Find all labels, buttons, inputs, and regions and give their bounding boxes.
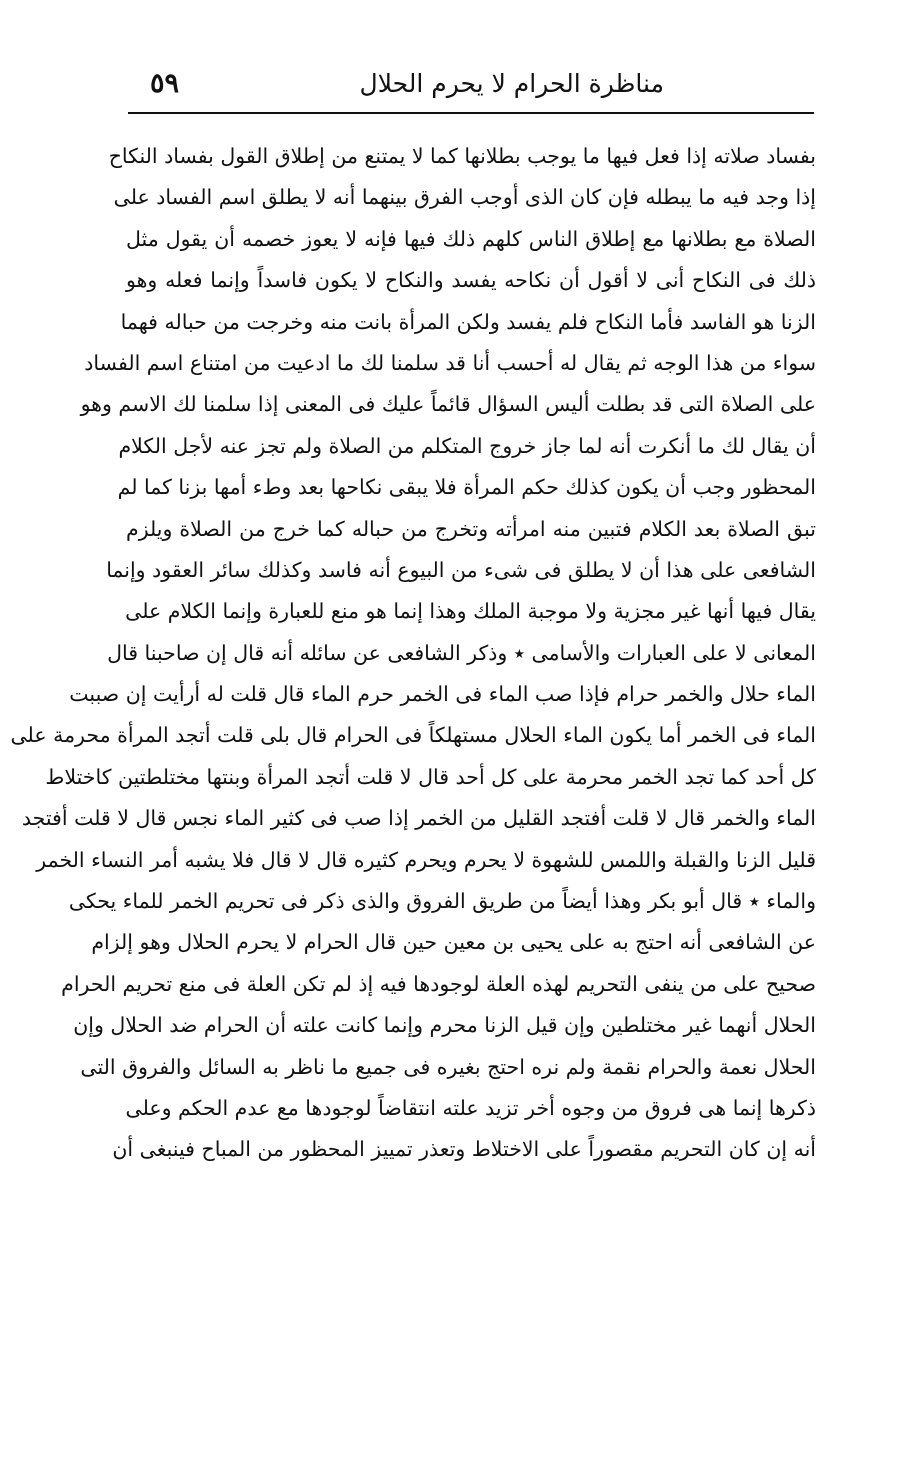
running-title: مناظرة الحرام لا يحرم الحلال — [359, 69, 664, 98]
text-line: الماء حلال والخمر حرام فإذا صب الماء فى الخمر حرم الماء قال قلت له أرأيت إن صببت — [69, 682, 816, 707]
text-line: إذا وجد فيه ما يبطله فإن كان الذى أوجب الفرق بينهما أنه لا يطلق اسم الفساد على — [113, 185, 816, 210]
text-line: يقال فيها أنها غير مجزية ولا موجبة الملك وهذا إنما هو منع للعبارة وإنما الكلام على — [125, 599, 816, 624]
text-line: تبق الصلاة بعد الكلام فتبين منه امرأته وتخرج من حباله كما خرج من الصلاة ويلزم — [126, 516, 816, 541]
text-line: كل أحد كما تجد الخمر محرمة على كل أحد قال لا قلت أتجد المرأة وبنتها مختلطتين كاختلاط — [45, 764, 816, 789]
page-header — [128, 62, 814, 108]
text-line: أنه إن كان التحريم مقصوراً على الاختلاط وتعذر تمييز المحظور من المباح فينبغى أن — [112, 1137, 816, 1162]
text-line: الماء والخمر قال لا قلت أفتجد القليل من الخمر إذا صب فى كثير الماء نجس قال لا قلت أفتجد — [21, 806, 816, 831]
text-line: الشافعى على هذا أن لا يطلق فى شىء من البيوع أنه فاسد وكذلك سائر العقود وإنما — [106, 557, 816, 582]
text-line: المعانى لا على العبارات والأسامى ٭ وذكر الشافعى عن سائله أنه قال إن صاحبنا قال — [107, 640, 816, 665]
text-line: الزنا هو الفاسد فأما النكاح فلم يفسد ولكن المرأة بانت منه وخرجت من حباله فهما — [120, 309, 816, 334]
text-line: ذكرها إنما هى فروق من وجوه أخر تزيد علته انتقاضاً لوجودها مع عدم الحكم وعلى — [125, 1095, 816, 1120]
text-line: والماء ٭ قال أبو بكر وهذا أيضاً من طريق الفروق والذى ذكر فى تحريم الخمر للماء يحكى — [68, 889, 816, 914]
text-line: بفساد صلاته إذا فعل فيها ما يوجب بطلانها كما لا يمتنع من إطلاق القول بفساد النكاح — [108, 144, 816, 168]
body-text — [10, 136, 816, 1171]
page-number: ٥٩ — [150, 68, 180, 99]
text-line: ذلك فى النكاح أنى لا أقول أن نكاحه يفسد والنكاح لا يكون فاسداً وإنما فعله وهو — [126, 268, 816, 293]
text-line: أن يقال لك ما أنكرت أنه لما جاز خروج المتكلم من الصلاة ولم تجز عنه لأجل الكلام — [118, 433, 816, 458]
text-line: عن الشافعى أنه احتج به على يحيى بن معين حين قال الحرام لا يحرم الحلال وهو إلزام — [91, 930, 816, 955]
text-line: المحظور وجب أن يكون كذلك حكم المرأة فلا يبقى نكاحها بعد وطء أمها بزنا كما لم — [117, 475, 816, 500]
text-line: سواء من هذا الوجه ثم يقال له أحسب أنا قد سلمنا لك ما ادعيت من امتناع اسم الفساد — [84, 350, 816, 375]
header-rule — [128, 112, 814, 114]
text-line: صحيح على من ينفى التحريم لهذه العلة لوجودها فيه إذ لم تكن العلة فى منع تحريم الحرام — [61, 971, 816, 996]
text-line: الصلاة مع بطلانها مع إطلاق الناس كلهم ذلك فيها فإنه لا يعوز خصمه أن يقول مثل — [126, 226, 816, 251]
text-line: على الصلاة التى قد بطلت أليس السؤال قائماً عليك فى المعنى إذا سلمنا لك الاسم وهو — [80, 392, 816, 417]
text-line: الماء فى الخمر أما يكون الماء الحلال مستهلكاً فى الحرام قال بلى قلت أتجد المرأة محرمة على — [10, 723, 816, 748]
text-line: الحلال أنهما غير مختلطين وإن قيل الزنا محرم وإنما كانت علته أن الحرام ضد الحلال وإن — [73, 1013, 816, 1038]
text-line: قليل الزنا والقبلة واللمس للشهوة لا يحرم ويحرم كثيره قال لا قال فلا يشبه أمر النساء الخمر — [36, 847, 816, 872]
text-line: الحلال نعمة والحرام نقمة ولم نره احتج بغيره فى جميع ما ناظر به السائل والفروق التى — [80, 1054, 816, 1079]
